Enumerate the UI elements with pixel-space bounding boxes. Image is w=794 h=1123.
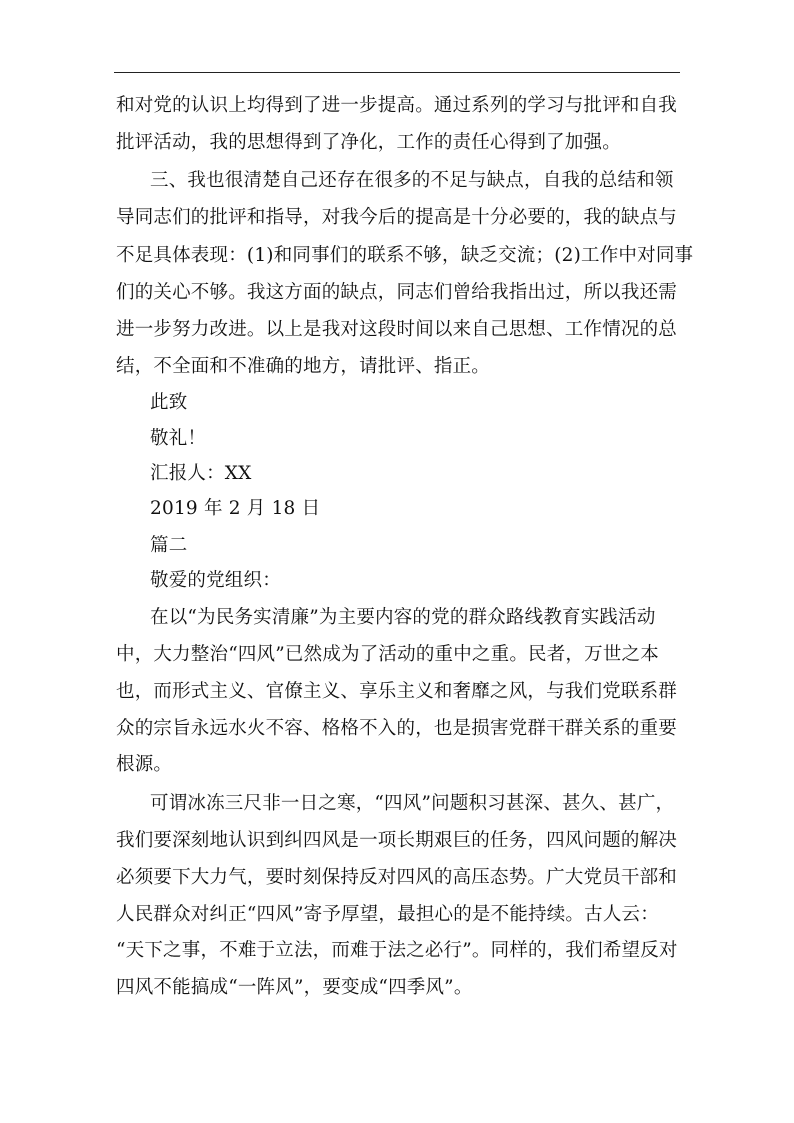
text-line: 在以“为民务实清廉”为主要内容的党的群众路线教育实践活动	[150, 607, 656, 628]
header-rule	[114, 72, 680, 73]
text-line: 不足具体表现：(1)和同事们的联系不够，缺乏交流；(2)工作中对同事	[116, 245, 694, 266]
text-line: 众的宗旨永远水火不容、格格不入的，也是损害党群干群关系的重要	[116, 718, 678, 739]
text-line: 批评活动，我的思想得到了净化，工作的责任心得到了加强。	[116, 132, 621, 153]
text-line: 结，不全面和不准确的地方，请批评、指正。	[116, 356, 491, 377]
text-line: 我们要深刻地认识到纠四风是一项长期艰巨的任务，四风问题的解决	[116, 830, 678, 851]
section-title: 篇二	[150, 535, 188, 556]
text-line: 中，大力整治“四风”已然成为了活动的重中之重。民者，万世之本	[116, 644, 659, 665]
text-line: 根源。	[116, 754, 173, 775]
text-line: 们的关心不够。我这方面的缺点，同志们曾给我指出过，所以我还需	[116, 282, 678, 303]
text-line: 进一步努力改进。以上是我对这段时间以来自己思想、工作情况的总	[116, 319, 678, 340]
text-line: 三、我也很清楚自己还存在很多的不足与缺点，自我的总结和领	[150, 170, 674, 191]
text-line: 和对党的认识上均得到了进一步提高。通过系列的学习与批评和自我	[116, 95, 678, 116]
text-line: 可谓冰冻三尺非一日之寒，“四风”问题积习甚深、甚久、甚广，	[150, 793, 675, 814]
text-line: “天下之事，不难于立法，而难于法之必行”。同样的，我们希望反对	[116, 940, 678, 961]
reporter-line: 汇报人：XX	[150, 463, 252, 484]
text-line: 人民群众对纠正“四风”寄予厚望，最担心的是不能持续。古人云：	[116, 904, 659, 925]
date-line: 2019 年 2 月 18 日	[150, 498, 321, 519]
text-line: 也，而形式主义、官僚主义、享乐主义和奢靡之风，与我们党联系群	[116, 681, 678, 702]
closing-line: 敬礼！	[150, 428, 207, 449]
text-line: 四风不能搞成“一阵风”，要变成“四季风”。	[116, 977, 473, 998]
text-line: 必须要下大力气，要时刻保持反对四风的高压态势。广大党员干部和	[116, 867, 678, 888]
text-line: 导同志们的批评和指导，对我今后的提高是十分必要的，我的缺点与	[116, 207, 678, 228]
salutation-line: 敬爱的党组织：	[150, 570, 281, 591]
closing-line: 此致	[150, 392, 188, 413]
